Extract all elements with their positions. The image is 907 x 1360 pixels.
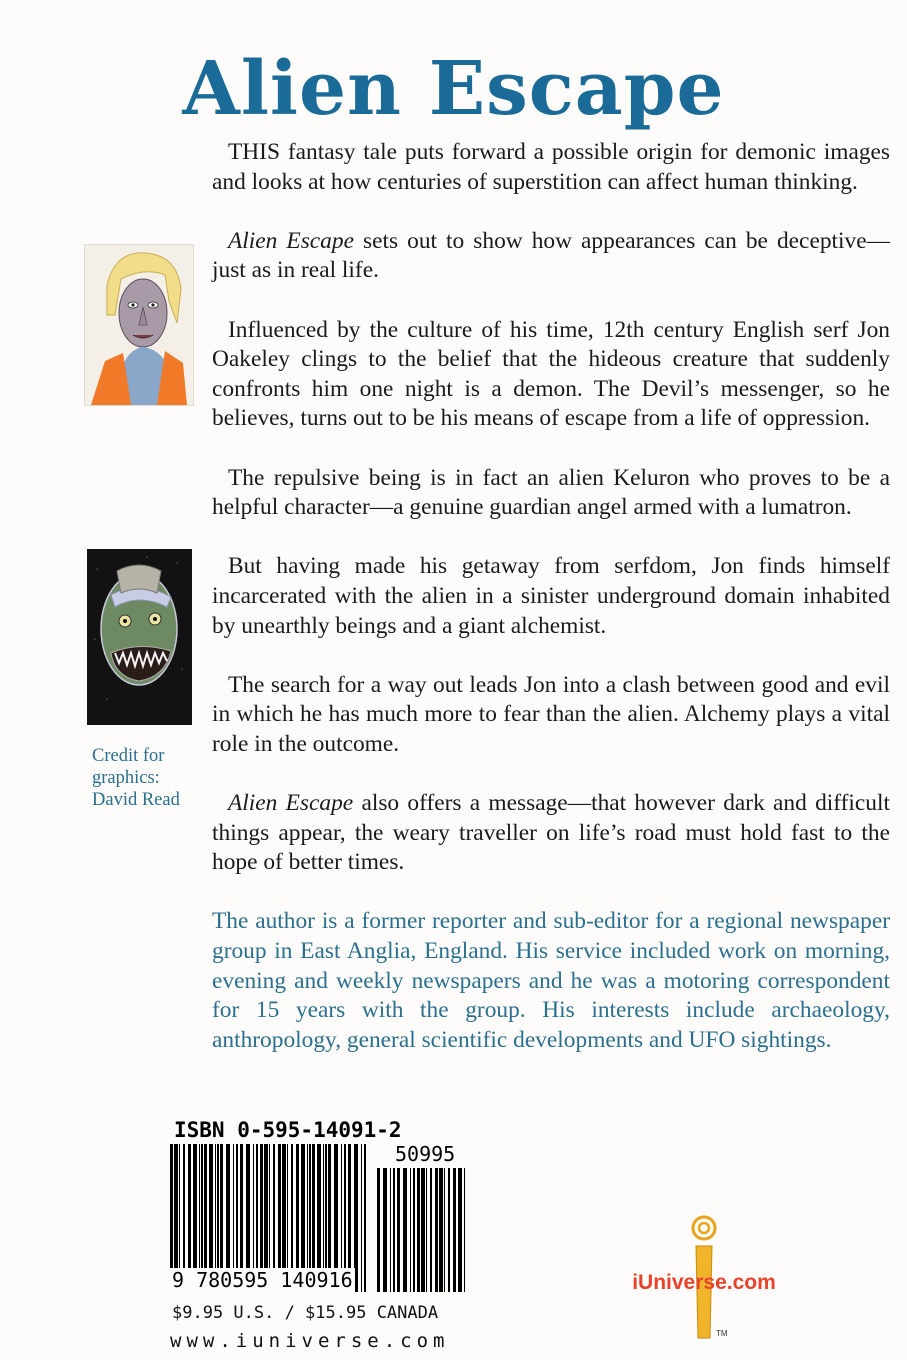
- paragraph-appearances: [212, 227, 890, 286]
- paragraph-search: The search for a way out leads Jon into a clash between good and evil in which he has much more to fear than the alien. Alchemy plays a vital role in the outcome.: [212, 671, 890, 757]
- barcode-bar: [417, 1168, 420, 1292]
- barcode-bar: [448, 1168, 450, 1292]
- barcode-addon-number: 50995: [395, 1142, 456, 1166]
- barcode-bar: [413, 1168, 415, 1292]
- addon-barcode-bars: [375, 1168, 467, 1292]
- barcode-bar: [377, 1168, 380, 1292]
- paragraph-text: sets out to show how appearances can be deceptive—just as in real life.: [212, 227, 890, 284]
- barcode-bar: [464, 1168, 465, 1292]
- paragraph-intro: THIS fantasy tale puts forward a possible origin for demonic images and looks at how centuries of superstition can affect human thinking.: [212, 139, 890, 195]
- barcode-bar: [421, 1168, 425, 1292]
- barcode-bar: [397, 1168, 400, 1292]
- barcode-bar: [410, 1168, 411, 1292]
- book-title-italic: Alien Escape: [228, 227, 354, 254]
- barcode-bar: [361, 1144, 362, 1292]
- alien-portrait-illustration: [84, 244, 194, 406]
- barcode-bar: [435, 1168, 438, 1292]
- paragraph-keluron: The repulsive being is in fact an alien Keluron who proves to be a helpful character—a genuine guardian angel armed with a lumatron.: [212, 464, 890, 521]
- isbn-barcode: [168, 1118, 478, 1318]
- price-label: $9.95 U.S. / $15.95 CANADA: [172, 1303, 439, 1323]
- author-bio: The author is a former reporter and sub-editor for a regional newspaper group in East Anglia, England. His service included work on morning, evening and weekly newspapers and he was a motoring correspondent for 15 years with the group. His interests include archaeology, anthropology, general scientific developments and UFO sightings.: [212, 908, 890, 1053]
- alien-creature-illustration: [87, 549, 192, 725]
- illustration-credit: Credit for graphics: David Read: [92, 746, 180, 810]
- book-title: Alien Escape: [182, 46, 725, 132]
- publisher-logo-text: iUniverse.com: [632, 1271, 776, 1294]
- barcode-bar: [430, 1168, 432, 1292]
- paragraph-getaway: But having made his getaway from serfdom, Jon finds himself incarcerated with the alien in a sinister underground domain inhabited by unearthly beings and a giant alchemist.: [212, 553, 890, 639]
- barcode-bar: [364, 1144, 366, 1292]
- publisher-website: www.iuniverse.com: [170, 1330, 450, 1352]
- iuniverse-logo: [614, 1214, 794, 1344]
- barcode-bar: [403, 1168, 407, 1292]
- barcode-bar: [383, 1168, 387, 1292]
- back-cover-blurb: [212, 138, 890, 1085]
- barcode-bar: [444, 1168, 445, 1292]
- book-title-italic: Alien Escape: [228, 790, 354, 817]
- barcode-bar: [390, 1168, 391, 1292]
- paragraph-text: also offers a message—that however dark and difficult things appear, the weary traveller on life’s road must hold fast to the hope of better times.: [212, 790, 890, 876]
- paragraph-message: [212, 789, 890, 878]
- barcode-bar: [426, 1168, 427, 1292]
- svg-text:TM: TM: [716, 1329, 728, 1338]
- ean-digits: 9 780595 140916: [172, 1268, 353, 1292]
- barcode-bar: [393, 1168, 395, 1292]
- barcode-bar: [453, 1168, 456, 1292]
- isbn-number: ISBN 0-595-14091-2: [174, 1118, 402, 1142]
- barcode-bar: [458, 1168, 462, 1292]
- barcode-bar: [439, 1168, 443, 1292]
- paragraph-jon-oakeley: Influenced by the culture of his time, 12th century English serf Jon Oakeley clings to the belief that the hideous creature that suddenly confronts him one night is a demon. The Devil’s messenger, so he believes, turns out to be his means of escape from a life of oppression.: [212, 316, 890, 432]
